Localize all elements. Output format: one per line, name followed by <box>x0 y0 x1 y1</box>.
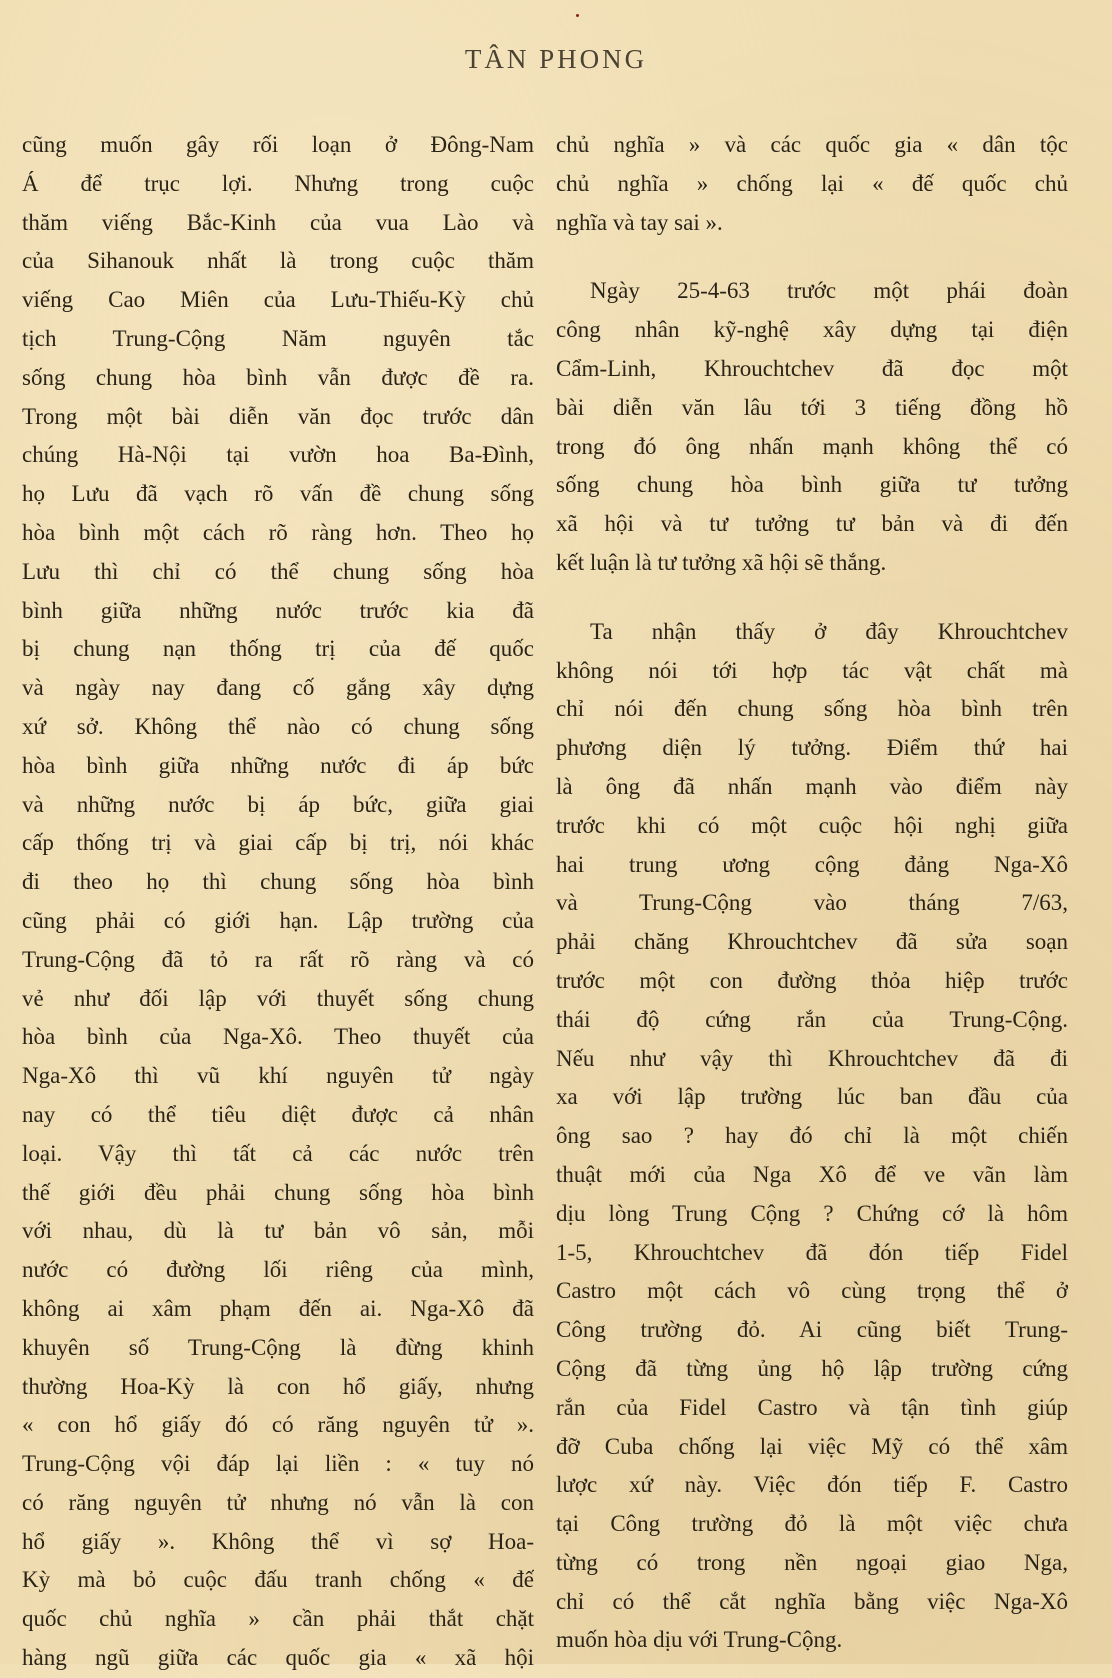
text-line: đi theo họ thì chung sống hòa bình <box>22 869 534 895</box>
text-line: tịch Trung-Cộng Năm nguyên tắc <box>22 325 534 351</box>
text-line: Trung-Cộng vội đáp lại liền : « tuy nó <box>22 1451 534 1477</box>
text-line: viếng Cao Miên của Lưu-Thiếu-Kỳ chủ <box>22 287 534 313</box>
text-line: trước một con đường thỏa hiệp trước <box>556 967 1068 993</box>
text-line: Nga-Xô thì vũ khí nguyên tử ngày <box>22 1063 534 1089</box>
text-line: hòa bình giữa những nước đi áp bức <box>22 752 534 778</box>
text-line: Á để trục lợi. Nhưng trong cuộc <box>22 170 534 196</box>
text-line: Ngày 25-4-63 trước một phái đoàn <box>590 278 1068 304</box>
text-line: « con hổ giấy đó có răng nguyên tử ». <box>22 1412 534 1438</box>
text-line: bị chung nạn thống trị của đế quốc <box>22 636 534 662</box>
text-line: chủ nghĩa » và các quốc gia « dân tộc <box>556 132 1068 157</box>
text-line: thái độ cứng rắn của Trung-Cộng. <box>556 1006 1068 1032</box>
text-line: ông sao ? hay đó chỉ là một chiến <box>556 1123 1068 1149</box>
paragraph-gap <box>556 583 1068 613</box>
text-line: từng có trong nền ngoại giao Nga, <box>556 1549 1068 1575</box>
text-line: Trung-Cộng đã tỏ ra rất rõ ràng và có <box>22 946 534 972</box>
paragraph-gap <box>556 242 1068 272</box>
text-line: với nhau, dù là tư bản vô sản, mỗi <box>22 1218 534 1244</box>
text-line: hổ giấy ». Không thể vì sợ Hoa- <box>22 1528 534 1554</box>
text-line: nghĩa và tay sai ». <box>556 209 723 235</box>
text-line: là ông đã nhấn mạnh vào điểm này <box>556 773 1068 799</box>
text-line: có răng nguyên tử nhưng nó vẫn là con <box>22 1489 534 1515</box>
text-line: tại Công trường đỏ là một việc chưa <box>556 1511 1068 1537</box>
page-header: TÂN PHONG <box>464 44 648 74</box>
text-line: Trong một bài diễn văn đọc trước dân <box>22 403 534 429</box>
text-line: nước có đường lối riêng của mình, <box>22 1257 534 1283</box>
text-line: Nếu như vậy thì Khrouchtchev đã đi <box>556 1045 1068 1071</box>
text-line: công nhân kỹ-nghệ xây dựng tại điện <box>556 317 1068 343</box>
text-line: hàng ngũ giữa các quốc gia « xã hội <box>22 1645 534 1671</box>
text-line: rắn của Fidel Castro và tận tình giúp <box>556 1394 1068 1420</box>
left-column <box>22 126 534 1678</box>
text-line: hai trung ương cộng đảng Nga-Xô <box>556 851 1068 877</box>
text-line: phải chăng Khrouchtchev đã sửa soạn <box>556 929 1068 955</box>
paragraph-2 <box>556 272 1068 582</box>
text-line: loại. Vậy thì tất cả các nước trên <box>22 1140 534 1166</box>
text-line: thế giới đều phải chung sống hòa bình <box>22 1179 534 1205</box>
text-line: kết luận là tư tưởng xã hội sẽ thắng. <box>556 549 887 575</box>
right-column <box>556 126 1068 1660</box>
text-line: cũng muốn gây rối loạn ở Đông-Nam <box>22 132 534 157</box>
text-line: và Trung-Cộng vào tháng 7/63, <box>556 890 1068 916</box>
text-line: xã hội và tư tưởng tư bản và đi đến <box>556 511 1068 537</box>
text-line: không nói tới hợp tác vật chất mà <box>556 657 1068 683</box>
text-line: khuyên số Trung-Cộng là đừng khinh <box>22 1334 534 1360</box>
text-line: phương diện lý tưởng. Điểm thứ hai <box>556 735 1068 761</box>
text-line: họ Lưu đã vạch rõ vấn đề chung sống <box>22 481 534 507</box>
text-line: trong đó ông nhấn mạnh không thể có <box>556 433 1068 459</box>
text-line: xứ sở. Không thể nào có chung sống <box>22 713 534 739</box>
text-line: của Sihanouk nhất là trong cuộc thăm <box>22 248 534 274</box>
text-line: Cẩm-Linh, Khrouchtchev đã đọc một <box>556 355 1068 381</box>
text-line: bình giữa những nước trước kia đã <box>22 597 534 623</box>
text-line: Castro một cách vô cùng trọng thể ở <box>556 1278 1068 1304</box>
text-line: vẻ như đối lập với thuyết sống chung <box>22 985 534 1011</box>
text-line: Công trường đỏ. Ai cũng biết Trung- <box>556 1317 1068 1343</box>
text-line: chúng Hà-Nội tại vườn hoa Ba-Đình, <box>22 442 534 468</box>
text-line: Lưu thì chỉ có thể chung sống hòa <box>22 558 534 584</box>
text-line: trước khi có một cuộc hội nghị giữa <box>556 812 1068 838</box>
text-line: quốc chủ nghĩa » cần phải thắt chặt <box>22 1606 534 1632</box>
text-line: dịu lòng Trung Cộng ? Chứng cớ là hôm <box>556 1200 1068 1226</box>
text-line: bài diễn văn lâu tới 3 tiếng đồng hồ <box>556 394 1068 420</box>
text-line: thuật mới của Nga Xô để ve vãn làm <box>556 1161 1068 1187</box>
text-line: đỡ Cuba chống lại việc Mỹ có thể xâm <box>556 1433 1068 1459</box>
text-line: Cộng đã từng ủng hộ lập trường cứng <box>556 1355 1068 1381</box>
text-line: thường Hoa-Kỳ là con hổ giấy, nhưng <box>22 1373 534 1399</box>
text-line: chỉ nói đến chung sống hòa bình trên <box>556 696 1068 722</box>
text-line: và những nước bị áp bức, giữa giai <box>22 791 534 817</box>
text-line: chủ nghĩa » chống lại « đế quốc chủ <box>556 170 1068 196</box>
paragraph-1 <box>556 126 1068 242</box>
text-line: nay có thể tiêu diệt được cả nhân <box>22 1101 534 1127</box>
text-line: Kỳ mà bỏ cuộc đấu tranh chống « đế <box>22 1567 534 1593</box>
ink-speck <box>576 14 579 17</box>
text-line: không ai xâm phạm đến ai. Nga-Xô đã <box>22 1295 534 1321</box>
text-line: hòa bình một cách rõ ràng hơn. Theo họ <box>22 519 534 545</box>
text-line: 1-5, Khrouchtchev đã đón tiếp Fidel <box>556 1239 1068 1265</box>
text-line: và ngày nay đang cố gắng xây dựng <box>22 675 534 701</box>
text-line: cấp thống trị và giai cấp bị trị, nói khác <box>22 830 534 856</box>
text-line: Ta nhận thấy ở đây Khrouchtchev <box>590 618 1068 644</box>
text-line: muốn hòa dịu với Trung-Cộng. <box>556 1627 843 1653</box>
text-line: thăm viếng Bắc-Kinh của vua Lào và <box>22 209 534 235</box>
text-line: xa với lập trường lúc ban đầu của <box>556 1084 1068 1110</box>
text-line: hòa bình của Nga-Xô. Theo thuyết của <box>22 1024 534 1050</box>
paragraph-3 <box>556 613 1068 1661</box>
text-line: lược xứ này. Việc đón tiếp F. Castro <box>556 1472 1068 1498</box>
text-line: sống chung hòa bình vẫn được đề ra. <box>22 364 534 390</box>
text-line: sống chung hòa bình giữa tư tưởng <box>556 472 1068 498</box>
text-line: chỉ có thể cắt nghĩa bằng việc Nga-Xô <box>556 1588 1068 1614</box>
text-line: cũng phải có giới hạn. Lập trường của <box>22 907 534 933</box>
